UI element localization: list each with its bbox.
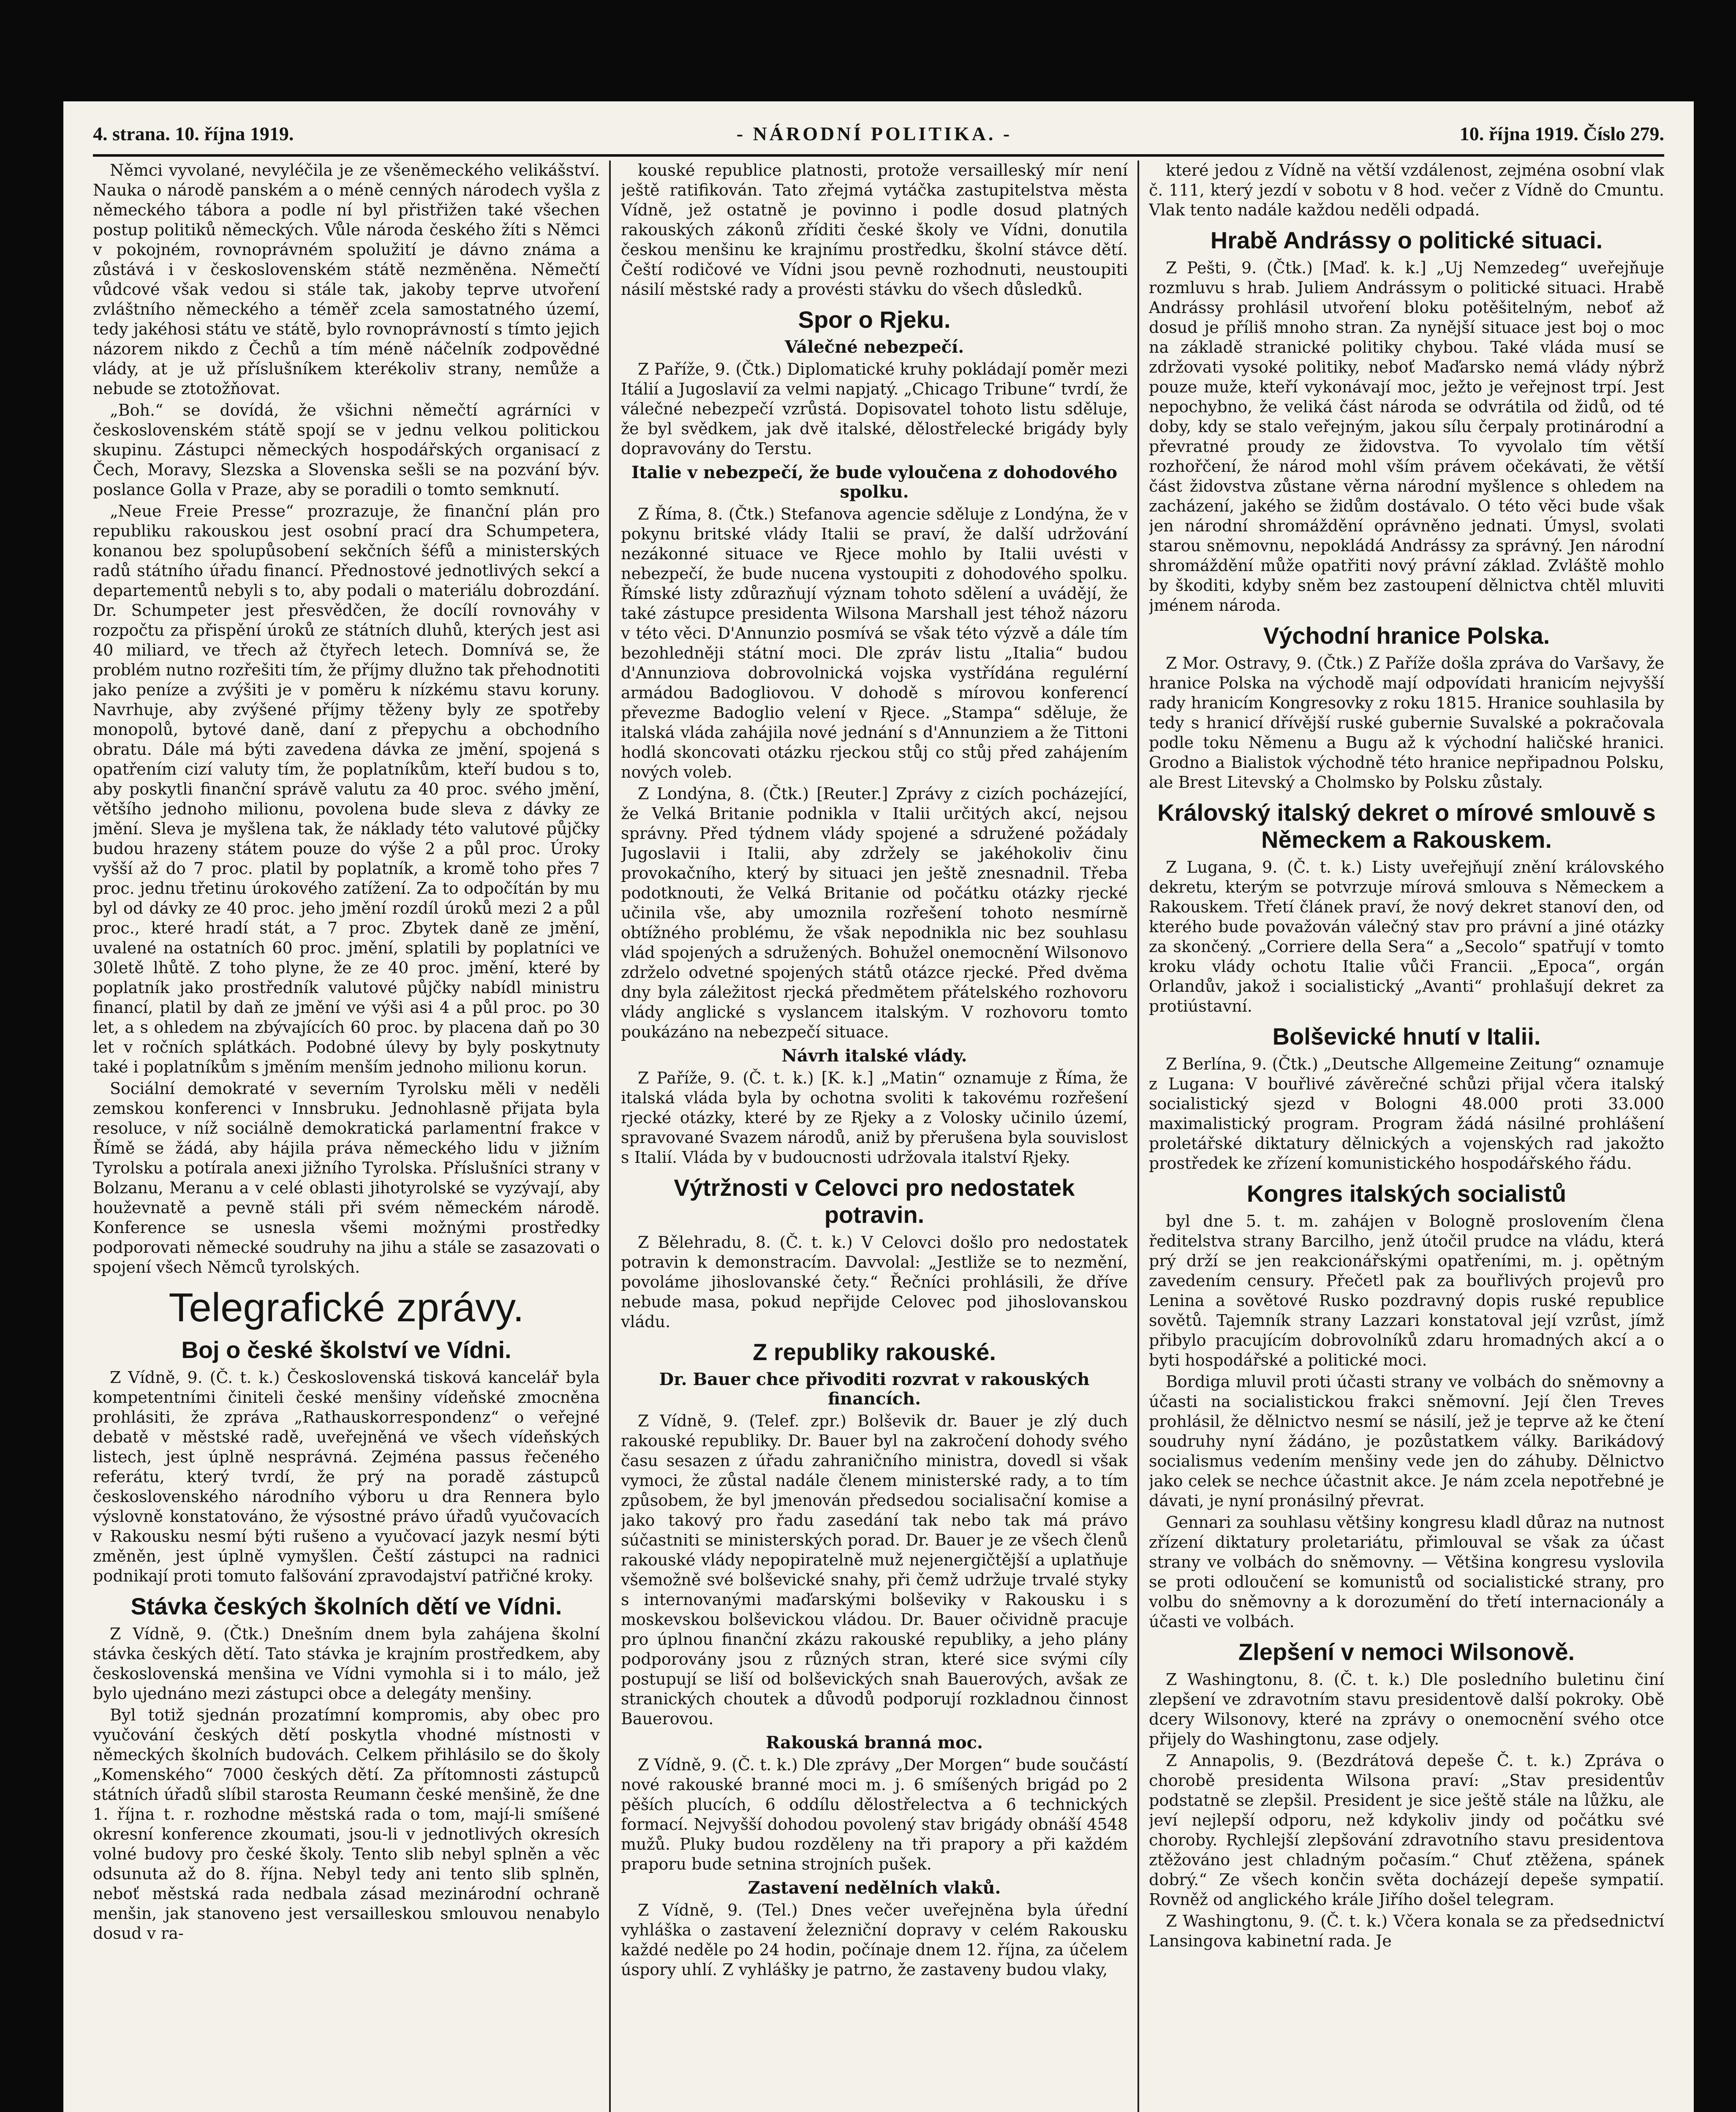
headline-royal-decree: Královský italský dekret o mírové smlouvě s Německem a Rakouskem. [1157, 799, 1656, 853]
column-1 [93, 161, 600, 2112]
article-paragraph: Z Mor. Ostravy, 9. (Čtk.) Z Paříže došla zpráva do Varšavy, že hranice Polska na východě mají odpovídati hranicím nejvyšší rady hranicím Kongresovky z roku 1815. Hranice souhlasila by tedy s hranicí dřívější ruské gubernie Suvalské a pokračovala podle toku Němenu a Bugu až k východní haličské hranici. Grodno a Bialistok východně této hranice nepřipadnou Polsku, ale Brest Litevský a Cholmsko by Polsku zůstaly. [1149, 654, 1664, 792]
column-divider [609, 161, 611, 2112]
headline-rjeka: Spor o Rjeku. [798, 306, 951, 333]
headline-school-strike: Stávka českých školních dětí ve Vídni. [131, 1593, 562, 1619]
article-paragraph: Z Berlína, 9. (Čtk.) „Deutsche Allgemeine Zeitung“ oznamuje z Lugana: V bouřlivé závěrečné schůzi přijal včera italský socialistický sjezd v Bologni 48.000 proti 33.000 maximalistický program. Program žádá násilné prohlášení proletářské diktatury dělnických a vojenských rad jakožto prostředek ke zřízení komunistického hospodářského řádu. [1149, 1055, 1664, 1173]
subheadline-war-danger: Válečné nebezpečí. [784, 337, 964, 357]
subheadline-armed-forces: Rakouská branná moc. [766, 1733, 983, 1753]
section-title-telegraphic: Telegrafické zprávy. [169, 1285, 524, 1330]
newspaper-page [63, 101, 1694, 2112]
subheadline-italy-danger: Italie v nebezpečí, že bude vyloučena z dohodového spolku. [631, 463, 1118, 502]
article-paragraph: Z Annapolis, 9. (Bezdrátová depeše Č. t. k.) Zpráva o chorobě presidenta Wilsona praví: „Stav presidentův podstatně se zlepšil. President je sice ještě stále na lůžku, ale jeví nejlepší odporu, než kdykoliv jindy od počátku své choroby. Rychlejší zlepšování zdravotního stavu presidentova ztěžováno jest chladným počasím.“ Chuť ztěžena, spánek dobrý.“ Ze všech končin světa docházejí depeše sympatií. Rovněž od anglického krále Jiřího došel telegram. [1149, 1751, 1664, 1909]
article-paragraph: Sociální demokraté v severním Tyrolsku měli v neděli zemskou konferenci v Innsbruku. Jednohlasně přijata byla resoluce, v níž sociálně demokratická parlamentní frakce v Římě se žádá, aby hájila práva německého lidu v jižním Tyrolsku a potírala anexi jižního Tyrolska. Příslušníci strany v Bolzanu, Meranu a v celé oblasti jihotyrolské se vyzývají, aby houževnatě a pevně stáli při svém německém národě. Konference se usnesla všemi možnými prostředky podporovati německé soudruhy na jihu a stále se zasazovati o spojení všech Němců tyrolských. [93, 1079, 600, 1276]
article-paragraph: Němci vyvolané, nevyléčila je ze všeněmeckého velikášství. Nauka o národě panském a o méně cenných národech vyšla z německého tábora a podle ní byl přistřižen také všechen postup politiků německých. Vůle národa českého žíti s Němci v pokojném, rovnoprávném spolužití je dávno známa a zůstává i v československém státě nezměněna. Němečtí vůdcové však vedou si stále tak, jakoby teprve utvoření zvláštního německého a téměř zcela samostatného území, tedy jakéhosi státu ve státě, bylo rovnoprávností s tímto jejich názorem nikdo z Čechů a tím méně náčelník zodpovědné vlády, at je už příslušníkem kterékoliv strany, nemůže a nebude se ztotožňovat. [93, 161, 600, 398]
headline-austrian-republic: Z republiky rakouské. [753, 1339, 996, 1365]
article-paragraph: Z Říma, 8. (Čtk.) Stefanova agencie sděluje z Londýna, že v pokynu britské vlády Italii se praví, že další udržování nezákonné situace ve Rjece mohlo by Italii uvésti v nebezpečí, že bude nucena vystoupiti z dohodového spolku. Římské listy zdůrazňují význam tohoto sdělení a uvádějí, že také zástupce presidenta Wilsona Marshall jest téhož názoru v této věci. D'Annunzio posmívá se však této výzvě a dále tím bezohledněji státní moci. Dle zpráv listu „Italia“ budou d'Annunziova dobrovolnická vojska vystřídána regulérní armádou Badogliovou. V dohodě s mírovou konferencí převezme Badoglio velení v Rjece. „Stampa“ sděluje, že italská vláda zahájila nové jednání s d'Annunziem a že Tittoni hodlá skoncovati otázku rjeckou stůj co stůj před zahájením nových voleb. [621, 505, 1128, 781]
article-paragraph: Z Pešti, 9. (Čtk.) [Maď. k. k.] „Uj Nemzedeg“ uveřejňuje rozmluvu s hrab. Juliem Andrássym o politické situaci. Hrabě Andrássy prohlásil utvoření bloku potěšitelným, neboť až dosud je příliš mnoho stran. Za nynější situace jest boj o moc na základě stranické politiky chybou. Také vláda musí se zdržovati vysoké politiky, neboť Maďarsko nemá vlády nýbrž pouze muže, kteří vykonávají moc, ježto je veřejnost trpí. Jest nepochybno, že veliká část národa se odvrátila od židů, od té doby, kdy se stalo veřejným, jakou sílu čerpaly protinárodní a převratné proudy ze židovstva. To vyvolalo tím větší rozhořčení, že národ mohl vším právem očekávati, že větší část židovstva zůstane věrna národní myšlence s ohledem na zacházení, jakého se židům dostávalo. O této věci bude však jen národní shromáždění oprávněno jednati. Úmysl, svolati starou sněmovnu, nepokládá Andrássy za správný. Jen národní shromáždění může opatřiti nový právní základ. Zvláště mohlo by škoditi, kdyby sněm bez zastoupení dělnictva chtěl mluviti jménem národa. [1149, 259, 1664, 615]
subheadline-bauer: Dr. Bauer chce přivoditi rozvrat v rakouských financích. [659, 1369, 1090, 1409]
article-paragraph: kouské republice platnosti, protože versailleský mír není ještě ratifikován. Tato zřejmá vytáčka zastupitelstva města Vídně, jež ostatně je povinno i podle dosud platných rakouských zákonů zříditi české školy ve Vídni, donutila českou menšinu ke krajnímu prostředku, školní stávce dětí. Čeští rodičové ve Vídni jsou pevně rozhodnuti, neustoupiti násilí městské rady a provésti stávku do všech důsledků. [621, 161, 1128, 299]
article-paragraph: Z Lugana, 9. (Č. t. k.) Listy uveřejňují znění královského dekretu, kterým se potvrzuje mírová smlouva s Německem a Rakouskem. Třetí článek praví, že nový dekret stanoví den, od kterého bude považován válečný stav pro právní a jiné otázky za skončený. „Corriere della Sera“ a „Secolo“ spatřují v tomto kroku vlády ochotu Italie vůči Francii. „Epoca“, orgán Orlandův, jakož i socialistický „Avanti“ prohlašují dekret za protiústavní. [1149, 858, 1664, 1015]
headline-andrassy: Hrabě Andrássy o politické situaci. [1210, 227, 1603, 253]
column-divider [1137, 161, 1139, 2112]
headline-poland-border: Východní hranice Polska. [1263, 622, 1550, 649]
article-paragraph: Z Bělehradu, 8. (Č. t. k.) V Celovci došlo pro nedostatek potravin k demonstracím. Davvolal: „Jestliže se to nezmění, povoláme jihoslovanské čety.“ Řečníci prohlásili, že dříve nebude masa, pokud nepřijde Celovec pod jihoslovanskou vládu. [621, 1233, 1128, 1331]
article-paragraph: Z Vídně, 9. (Čtk.) Dnešním dnem byla zahájena školní stávka českých dětí. Tato stávka je krajním prostředkem, aby československá menšina ve Vídni vymohla si i to málo, jež bylo ujednáno mezi zástupci obce a delegáty menšiny. [93, 1625, 600, 1703]
article-paragraph: Z Paříže, 9. (Č. t. k.) [K. k.] „Matin“ oznamuje z Říma, že italská vláda byla by ochotna svoliti k takovému rozřešení rjecké otázky, které by ze Rjeky a z Volosky učinilo území, spravované Svazem národů, aniž by přerušena byla souvislost s Italií. Vláda by v budoucnosti udržovala italství Rjeky. [621, 1069, 1128, 1167]
headline-bolshevik-italy: Bolševické hnutí v Italii. [1272, 1023, 1541, 1050]
article-paragraph: Z Washingtonu, 8. (Č. t. k.) Dle posledního buletinu činí zlepšení ve zdravotním stavu presidentově další pokroky. Obě dcery Wilsonovy, které na zprávy o onemocnění svého otce přijely do Washingtonu, zase odjely. [1149, 1670, 1664, 1748]
article-paragraph: Gennari za souhlasu většiny kongresu kladl důraz na nutnost zřízení diktatury proletariátu, přimlouval se však za účast strany ve volbách do sněmovny. — Většina kongresu vyslovila se proti odloučení se komunistů od socialistické strany, pro volbu do sněmovny a k dorozumění do třetí internacionály a účasti ve volbách. [1149, 1513, 1664, 1631]
header-masthead: - NÁRODNÍ POLITIKA. - [736, 123, 1012, 144]
article-paragraph: Z Vídně, 9. (Č. t. k.) Československá tisková kancelář byla kompetentními činiteli české menšiny vídeňské zmocněna prohlásiti, že zpráva „Rathauskorrespondenz“ o veřejné debatě v městské radě, uveřejněná ve všech vídeňských listech, jest úplně nesprávná. Zejména passus řečeného referátu, který tvrdí, že prý na poradě zástupců československého národního výboru u dra Rennera bylo výslovně konstatováno, že výsostné právo úřadů vyučovacích v Rakousku nesmí býti rušeno a vyučovací jazyk nesmí býti změněn, jest úplně vymyšlen. Čeští zástupci na radnici podnikají proti tomuto falšování zpravodajství patřičné kroky. [93, 1368, 600, 1585]
header-right: 10. října 1919. Číslo 279. [1459, 123, 1664, 144]
article-paragraph: Z Vídně, 9. (Tel.) Dnes večer uveřejněna byla úřední vyhláška o zastavení železniční dopravy v celém Rakousku každé neděle po 24 hodin, počínaje dnem 12. října, za účelem úspory uhlí. Z vyhlášky je patrno, že zastaveny budou vlaky, [621, 1901, 1128, 1979]
article-paragraph: Z Washingtonu, 9. (Č. t. k.) Včera konala se za předsednictví Lansingova kabinetní rada. Je [1149, 1912, 1664, 1950]
subheadline-italian-proposal: Návrh italské vlády. [781, 1046, 967, 1066]
article-paragraph: Byl totiž sjednán prozatímní kompromis, aby obec pro vyučování českých dětí poskytla vhodné místnosti v německých školních budovách. Celkem přihlásilo se do školy „Komenského“ 7000 českých dětí. Za přítomnosti zástupců státních úřadů slíbil starosta Reumann české menšině, že dne 1. října t. r. rozhodne městská rada o tom, mají-li smíšené okresní konference zkoumati, jsou-li v jednotlivých okresích volné budovy pro české školy. Tento slib nebyl splněn a věc odsunuta až do 8. října. Nebyl tedy ani tento slib splněn, neboť městská rada nedbala zásad mezinárodní ochraně menšin, jak stanoveno jest versailleskou smlouvou nenabylo dosud v ra- [93, 1706, 600, 1943]
article-paragraph: byl dne 5. t. m. zahájen v Bologně proslovením člena ředitelstva strany Barcilho, jenž útočil prudce na vládu, která prý drží se jen reakcionářskými opatřeními, m. j. opětným zavedením censury. Přečetl pak za bouřlivých projevů pro Lenina a sovětové Rusko pozdravný dopis ruské republice sovětů. Tajemník strany Lazzari konstatoval její vzrůst, jímž přibylo pracujícím dobrovolníků zdaru hromadných akcí a o byti hospodářské a politické moci. [1149, 1212, 1664, 1369]
article-paragraph: Z Vídně, 9. (Telef. zpr.) Bolševik dr. Bauer je zlý duch rakouské republiky. Dr. Bauer byl na zakročení dohody svého času sesazen z úřadu zahraničního ministra, dovedl si však vymoci, že zůstal nadále členem ministerské rady, a to tím způsobem, že byl jmenován předsedou socialisační komise a jako takový pro řadu zasedání tak nebo tak má právo súčastniti se ministerských porad. Dr. Bauer je ze všech členů rakouské vlády nepopiratelně muž nejenergičtější a uplatňuje všemožně své bolševické snahy, při čemž udržuje trvalé styky s internovanými maďarskými bolševiky v Rakousku i s moskevskou bolševickou vládou. Dr. Bauer očividně pracuje pro úplnou finanční zkázu rakouské republiky, a jeho plány podporovány jsou z různých stran, které sice svými cíly postupují se liší od bolševických snah Bauerových, avšak ze stranických choutek a důvodů podporují rozkladnou činnost Bauerovou. [621, 1412, 1128, 1728]
headline-celovec: Výtržnosti v Celovci pro nedostatek potravin. [674, 1174, 1075, 1228]
headline-socialist-congress: Kongres italských socialistů [1246, 1180, 1567, 1207]
column-2 [621, 161, 1128, 2112]
header-rule [93, 154, 1664, 157]
column-3 [1149, 161, 1664, 2112]
page-header [93, 122, 1664, 156]
article-paragraph: Bordiga mluvil proti účasti strany ve volbách do sněmovny a účasti na socialistickou frakci sněmovní. Její člen Treves prohlásil, že dělnictvo nesmí se násilí, jež je teprve až ke čtení soudruhy nyní žádáno, je pozůstatkem války. Barikádový socialismus vedením menšiny vede jen do záhuby. Dělnictvo jako celek se nechce účastnit akce. Je nám zcela nepotřebné je dávati, je nyní pronásilný převrat. [1149, 1372, 1664, 1510]
article-paragraph: „Boh.“ se dovídá, že všichni němečtí agrárníci v československém státě spojí se v jednu velkou politickou skupinu. Zástupci německých hospodářských organisací z Čech, Moravy, Slezska a Slovenska sešli se na pozvání býv. poslance Golla v Praze, aby se poradili o tomto semknutí. [93, 401, 600, 499]
subheadline-sunday-trains: Zastavení nedělních vlaků. [748, 1878, 1001, 1898]
headline-wilson: Zlepšení v nemoci Wilsonově. [1238, 1638, 1575, 1665]
article-paragraph: Z Londýna, 8. (Čtk.) [Reuter.] Zprávy z cizích pocházející, že Velká Britanie podnikla v Italii určitých akcí, nejsou správny. Před týdnem vlády spojené a sdružené požádaly Jugoslavii i Italii, aby zdržely se jakéhokoliv činu provokačního, který by situaci jen ještě znesnadnil. Třeba podotknouti, že Velká Britanie od počátku otázky rjecké učinila vše, aby umoznila rozřešení tohoto nesmírně obtížného problému, že však nepodnikla nic bez souhlasu vlád spojených a sdružených. Bohužel onemocnění Wilsonovo zdrželo odvetné spojených států otázce rjecké. Před dvěma dny byla záležitost rjecká předmětem přátelského rozhovoru vlády anglické s vyslancem italským. V rozhovoru tomto poukázáno na nebezpečí situace. [621, 784, 1128, 1041]
header-left: 4. strana. 10. října 1919. [93, 123, 294, 144]
article-paragraph: Z Vídně, 9. (Č. t. k.) Dle zprávy „Der Morgen“ bude součástí nové rakouské branné moci m. j. 6 smíšených brigád po 2 pěších plucích, 6 oddílu dělostřelectva a 6 technických formací. Nejvyšší dohodou povolený stav brigády obnáší 4548 mužů. Pluky budou rozděleny na tři prapory a při každém praporu bude setnina strojních pušek. [621, 1755, 1128, 1873]
headline-school-vienna: Boj o české školství ve Vídni. [181, 1336, 512, 1363]
article-paragraph: Z Paříže, 9. (Čtk.) Diplomatické kruhy pokládají poměr mezi Itálií a Jugoslavií za velmi napjatý. „Chicago Tribune“ tvrdí, že válečné nebezpečí vzrůstá. Dopisovatel tohoto listu sděluje, že byl svědkem, jak dvě italské, dělostřelecké brigády byly dopravovány do Terstu. [621, 360, 1128, 458]
article-paragraph: které jedou z Vídně na větší vzdálenost, zejména osobní vlak č. 111, který jezdí v sobotu v 8 hod. večer z Vídně do Cmuntu. Vlak tento nadále každou neděli odpadá. [1149, 161, 1664, 219]
article-paragraph: „Neue Freie Presse“ prozrazuje, že finanční plán pro republiku rakouskou jest osobní prací dra Schumpetera, konanou bez spolupůsobení sekčních šéfů a ministerských radů státního úřadu financí. Přednostové jednotlivých sekcí a departementů nebyli s to, aby podali o materiálu dobrozdání. Dr. Schumpeter jest přesvědčen, že docílí rovnováhy v rozpočtu za přispění úroků ze státních dluhů, kterých jest asi 40 miliard, ve třech až čtyřech letech. Domnívá se, že problém nutno rozřešiti tím, že příjmy dlužno tak přehodnotiti jako peníze a zvýšiti je v poměru k nízkému stavu koruny. Navrhuje, aby zvýšené příjmy těženy byly ze spotřeby monopolů, bytové daně, daní z přepychu a obchodního obratu. Dále má býti zavedena dávka ze jmění, spojená s opatřením cizí valuty tím, že poplatníkům, kteří budou s to, aby poskytli finanční správě valutu za 40 proc. svého jmění, většího jednoho milionu, povolena bude sleva z dávky ze jmění. Sleva je myšlena tak, že náklady této valutové půjčky budou hrazeny státem pouze do výše 2 a půl proc. Úroky vyšší až do 7 proc. platil by poplatník, a kromě toho přes 7 proc. jednu třetinu úrokového zatížení. Za to odpočítán by mu byl od dávky ze 40 proc. jeho jmění rozdíl úroků mezi 2 a půl proc., které hradí stát, a 7 proc. Zbytek daně ze jmění, uvalené na ostatních 60 proc. jmění, splatili by poplatníci ve 30letě lhůtě. Z toho plyne, že ze 40 proc. jmění, které by poplatník jako prostředník valutové půjčky nabídl ministru financí, platil by daň ze jmění ve výši asi 4 a půl proc. po 30 let, a s ohledem na zbývajících 60 proc. by placena daň po 30 let v ročních splátkách. Podobné úlevy by byly poskytnuty také i poplatníkům s jměním menším jednoho milionu korun. [93, 502, 600, 1076]
